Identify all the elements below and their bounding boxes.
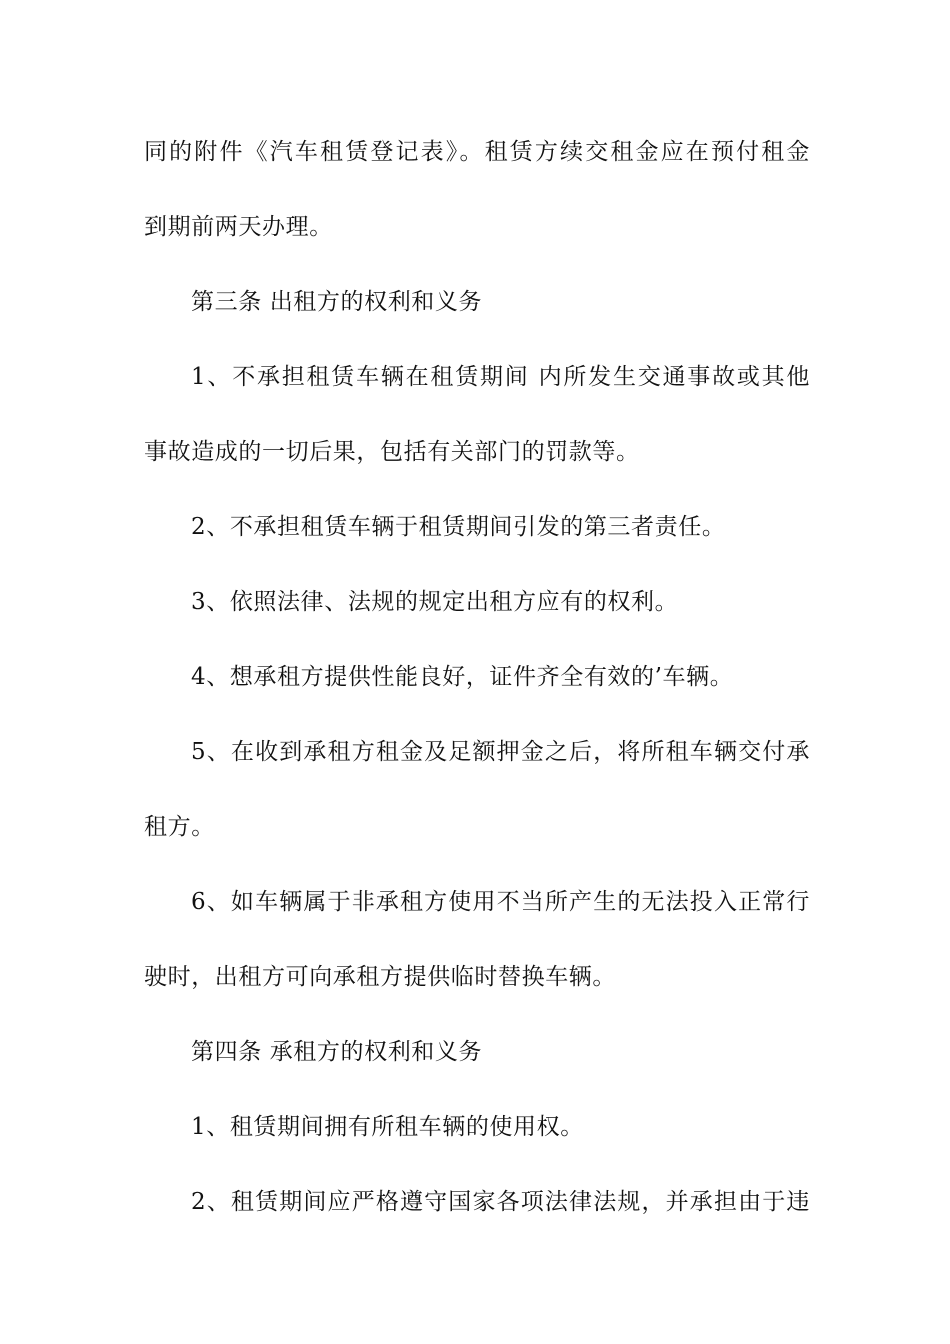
- list-item: 1、租赁期间拥有所租车辆的使用权。: [191, 1114, 584, 1140]
- section-heading: 第三条 出租方的权利和义务: [191, 289, 483, 315]
- list-item: 2、租赁期间应严格遵守国家各项法律法规，并承担由于违: [191, 1189, 810, 1215]
- list-item: 5、在收到承租方租金及足额押金之后，将所租车辆交付承: [191, 739, 810, 765]
- list-item: 4、想承租方提供性能良好，证件齐全有效的’车辆。: [191, 664, 734, 690]
- paragraph-line: 驶时，出租方可向承租方提供临时替换车辆。: [144, 964, 616, 990]
- paragraph-line: 同的附件《汽车租赁登记表》。租赁方续交租金应在预付租金: [144, 139, 810, 165]
- list-item: 6、如车辆属于非承租方使用不当所产生的无法投入正常行: [191, 889, 810, 915]
- paragraph-line: 租方。: [144, 814, 215, 840]
- list-item: 2、不承担租赁车辆于租赁期间引发的第三者责任。: [191, 514, 726, 540]
- section-heading: 第四条 承租方的权利和义务: [191, 1039, 483, 1065]
- list-item: 3、依照法律、法规的规定出租方应有的权利。: [191, 589, 679, 615]
- paragraph-line: 1、不承担租赁车辆在租赁期间 内所发生交通事故或其他: [191, 364, 810, 390]
- paragraph-line: 事故造成的一切后果，包括有关部门的罚款等。: [144, 439, 640, 465]
- paragraph-line: 到期前两天办理。: [144, 214, 333, 240]
